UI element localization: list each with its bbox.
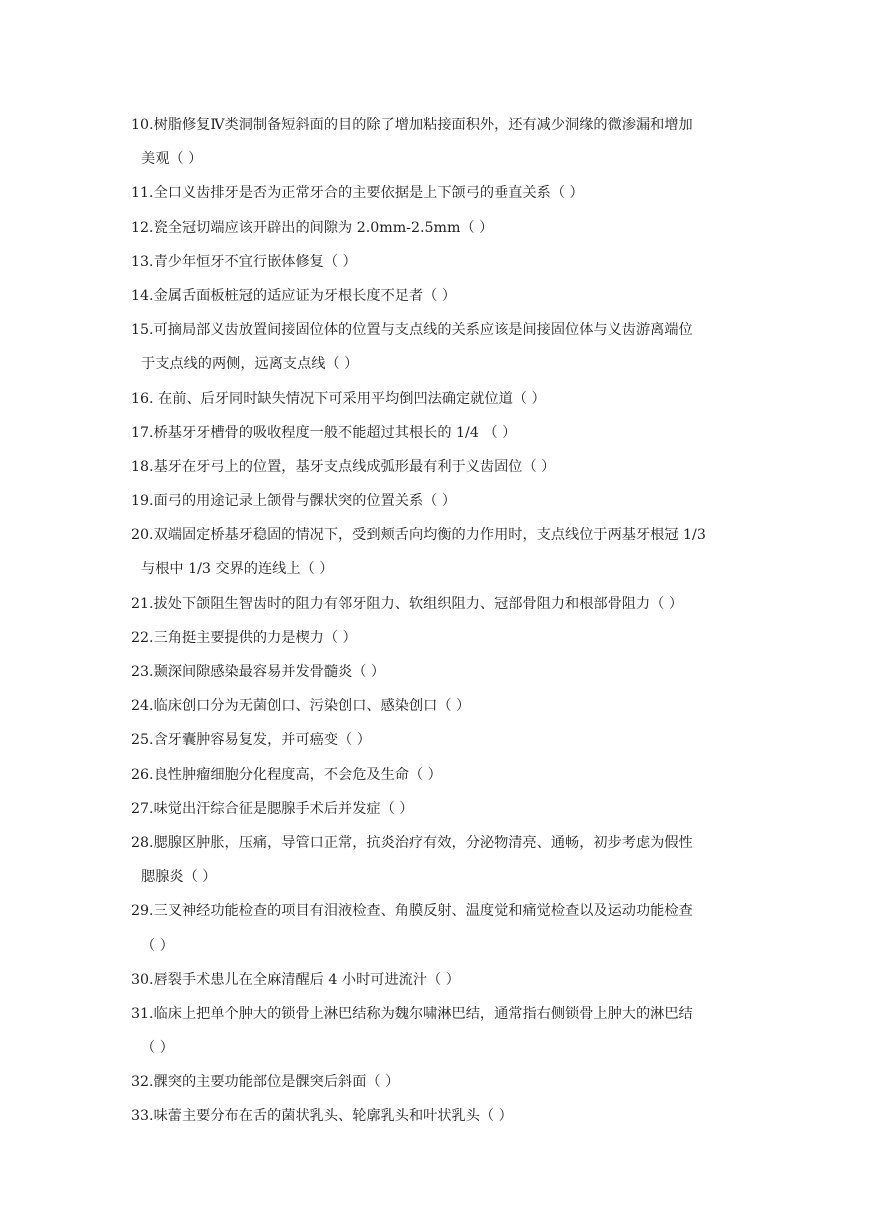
question-line bbox=[131, 587, 743, 621]
question-text-continuation: 美观（ ） bbox=[141, 151, 203, 168]
question-list bbox=[131, 108, 743, 1134]
question-line bbox=[131, 621, 743, 655]
question-number: 32. bbox=[131, 1074, 154, 1091]
question-number: 30. bbox=[131, 971, 154, 988]
question-line bbox=[131, 313, 743, 347]
question-number: 15. bbox=[131, 322, 154, 339]
question-line bbox=[131, 655, 743, 689]
question-text: 瓷全冠切端应该开辟出的间隙为 2.0mm-2.5mm（ ） bbox=[153, 219, 494, 236]
question-item bbox=[131, 1099, 743, 1133]
question-item bbox=[131, 826, 743, 894]
question-number: 27. bbox=[131, 800, 154, 817]
question-text-continuation: 腮腺炎（ ） bbox=[141, 869, 217, 886]
question-text-continuation: 于支点线的两侧，远离支点线（ ） bbox=[141, 356, 359, 373]
question-line bbox=[131, 826, 743, 860]
question-text: 唇裂手术患儿在全麻清醒后 4 小时可进流汁（ ） bbox=[153, 971, 460, 988]
question-text: 可摘局部义齿放置间接固位体的位置与支点线的关系应该是间接固位体与义齿游离端位 bbox=[153, 322, 693, 339]
question-text: 树脂修复Ⅳ类洞制备短斜面的目的除了增加粘接面积外，还有减少洞缘的微渗漏和增加 bbox=[153, 117, 693, 133]
question-text: 全口义齿排牙是否为正常牙合的主要依据是上下颌弓的垂直关系（ ） bbox=[153, 185, 584, 202]
question-item bbox=[131, 997, 743, 1065]
question-text-continuation: （ ） bbox=[141, 937, 174, 954]
question-text: 颞深间隙感染最容易并发骨髓炎（ ） bbox=[153, 664, 386, 680]
question-text: 味蕾主要分布在舌的菌状乳头、轮廓乳头和叶状乳头（ ） bbox=[153, 1108, 513, 1125]
question-item bbox=[131, 518, 743, 586]
question-item bbox=[131, 1065, 743, 1099]
question-number: 29. bbox=[131, 903, 154, 920]
question-item bbox=[131, 621, 743, 655]
question-line bbox=[131, 450, 743, 484]
question-line bbox=[131, 484, 743, 518]
question-line bbox=[131, 792, 743, 826]
question-item bbox=[131, 963, 743, 997]
question-number: 18. bbox=[131, 458, 154, 475]
question-text: 临床上把单个肿大的锁骨上淋巴结称为魏尔啸淋巴结，通常指右侧锁骨上肿大的淋巴结 bbox=[153, 1005, 693, 1022]
question-text: 临床创口分为无菌创口、污染创口、感染创口（ ） bbox=[153, 698, 471, 715]
question-line bbox=[131, 758, 743, 792]
question-number: 17. bbox=[131, 424, 154, 441]
question-text: 拔处下颌阻生智齿时的阻力有邻牙阻力、软组织阻力、冠部骨阻力和根部骨阻力（ ） bbox=[153, 595, 684, 612]
question-item bbox=[131, 416, 743, 450]
question-text: 含牙囊肿容易复发，并可癌变（ ） bbox=[153, 732, 371, 749]
question-item bbox=[131, 758, 743, 792]
question-text: 良性肿瘤细胞分化程度高，不会危及生命（ ） bbox=[153, 766, 442, 783]
question-item bbox=[131, 689, 743, 723]
question-text: 腮腺区肿胀，压痛，导管口正常，抗炎治疗有效，分泌物清亮、通畅，初步考虑为假性 bbox=[153, 834, 693, 851]
question-text: 金属舌面板桩冠的适应证为牙根长度不足者（ ） bbox=[153, 287, 457, 304]
question-line bbox=[131, 245, 743, 279]
question-item bbox=[131, 176, 743, 210]
question-number: 22. bbox=[131, 629, 154, 646]
question-item bbox=[131, 279, 743, 313]
question-line bbox=[131, 1065, 743, 1099]
question-text: 桥基牙牙槽骨的吸收程度一般不能超过其根长的 1/4 （ ） bbox=[153, 424, 517, 441]
question-number: 25. bbox=[131, 732, 154, 749]
question-line bbox=[131, 382, 743, 416]
question-number: 28. bbox=[131, 834, 154, 851]
question-text: 三角挺主要提供的力是楔力（ ） bbox=[153, 629, 357, 646]
question-line bbox=[131, 1099, 743, 1133]
question-text: 在前、后牙同时缺失情况下可采用平均倒凹法确定就位道（ ） bbox=[153, 390, 546, 407]
question-line bbox=[131, 176, 743, 210]
question-text: 双端固定桥基牙稳固的情况下，受到颊舌向均衡的力作用时，支点线位于两基牙根冠 1/3 bbox=[153, 527, 706, 544]
question-item bbox=[131, 245, 743, 279]
question-number: 20. bbox=[131, 527, 154, 544]
question-number: 19. bbox=[131, 493, 154, 510]
question-number: 11. bbox=[131, 185, 154, 202]
question-item bbox=[131, 655, 743, 689]
question-number: 33. bbox=[131, 1108, 154, 1125]
question-text: 髁突的主要功能部位是髁突后斜面（ ） bbox=[153, 1074, 400, 1091]
question-number: 21. bbox=[131, 595, 154, 612]
question-item bbox=[131, 792, 743, 826]
question-item bbox=[131, 894, 743, 962]
question-item bbox=[131, 108, 743, 176]
question-number: 26. bbox=[131, 766, 154, 783]
question-number: 31. bbox=[131, 1005, 154, 1022]
question-line bbox=[131, 211, 743, 245]
question-line bbox=[131, 279, 743, 313]
question-item bbox=[131, 450, 743, 484]
question-text-continuation: （ ） bbox=[141, 1040, 174, 1057]
question-item bbox=[131, 211, 743, 245]
question-text: 面弓的用途记录上颌骨与髁状突的位置关系（ ） bbox=[153, 493, 457, 510]
question-item bbox=[131, 587, 743, 621]
question-item bbox=[131, 313, 743, 381]
question-line bbox=[131, 689, 743, 723]
question-number: 14. bbox=[131, 287, 154, 304]
question-number: 13. bbox=[131, 253, 154, 270]
question-text: 味觉出汗综合征是腮腺手术后并发症（ ） bbox=[153, 800, 414, 817]
question-number: 24. bbox=[131, 698, 154, 715]
question-item bbox=[131, 723, 743, 757]
question-item bbox=[131, 484, 743, 518]
question-text-continuation: 与根中 1/3 交界的连线上（ ） bbox=[141, 561, 334, 578]
question-text: 基牙在牙弓上的位置，基牙支点线成弧形最有利于义齿固位（ ） bbox=[153, 458, 556, 475]
question-line bbox=[131, 894, 743, 928]
question-line bbox=[131, 723, 743, 757]
question-line bbox=[131, 518, 743, 552]
question-number: 10. bbox=[131, 117, 154, 133]
question-text: 青少年恒牙不宜行嵌体修复（ ） bbox=[153, 253, 357, 270]
question-number: 12. bbox=[131, 219, 154, 236]
question-line bbox=[131, 108, 743, 142]
question-number: 16. bbox=[131, 390, 154, 407]
question-line bbox=[131, 416, 743, 450]
question-number: 23. bbox=[131, 664, 154, 680]
question-text: 三叉神经功能检查的项目有泪液检查、角膜反射、温度觉和痛觉检查以及运动功能检查 bbox=[153, 903, 693, 920]
question-line bbox=[131, 963, 743, 997]
question-line bbox=[131, 997, 743, 1031]
question-item bbox=[131, 382, 743, 416]
